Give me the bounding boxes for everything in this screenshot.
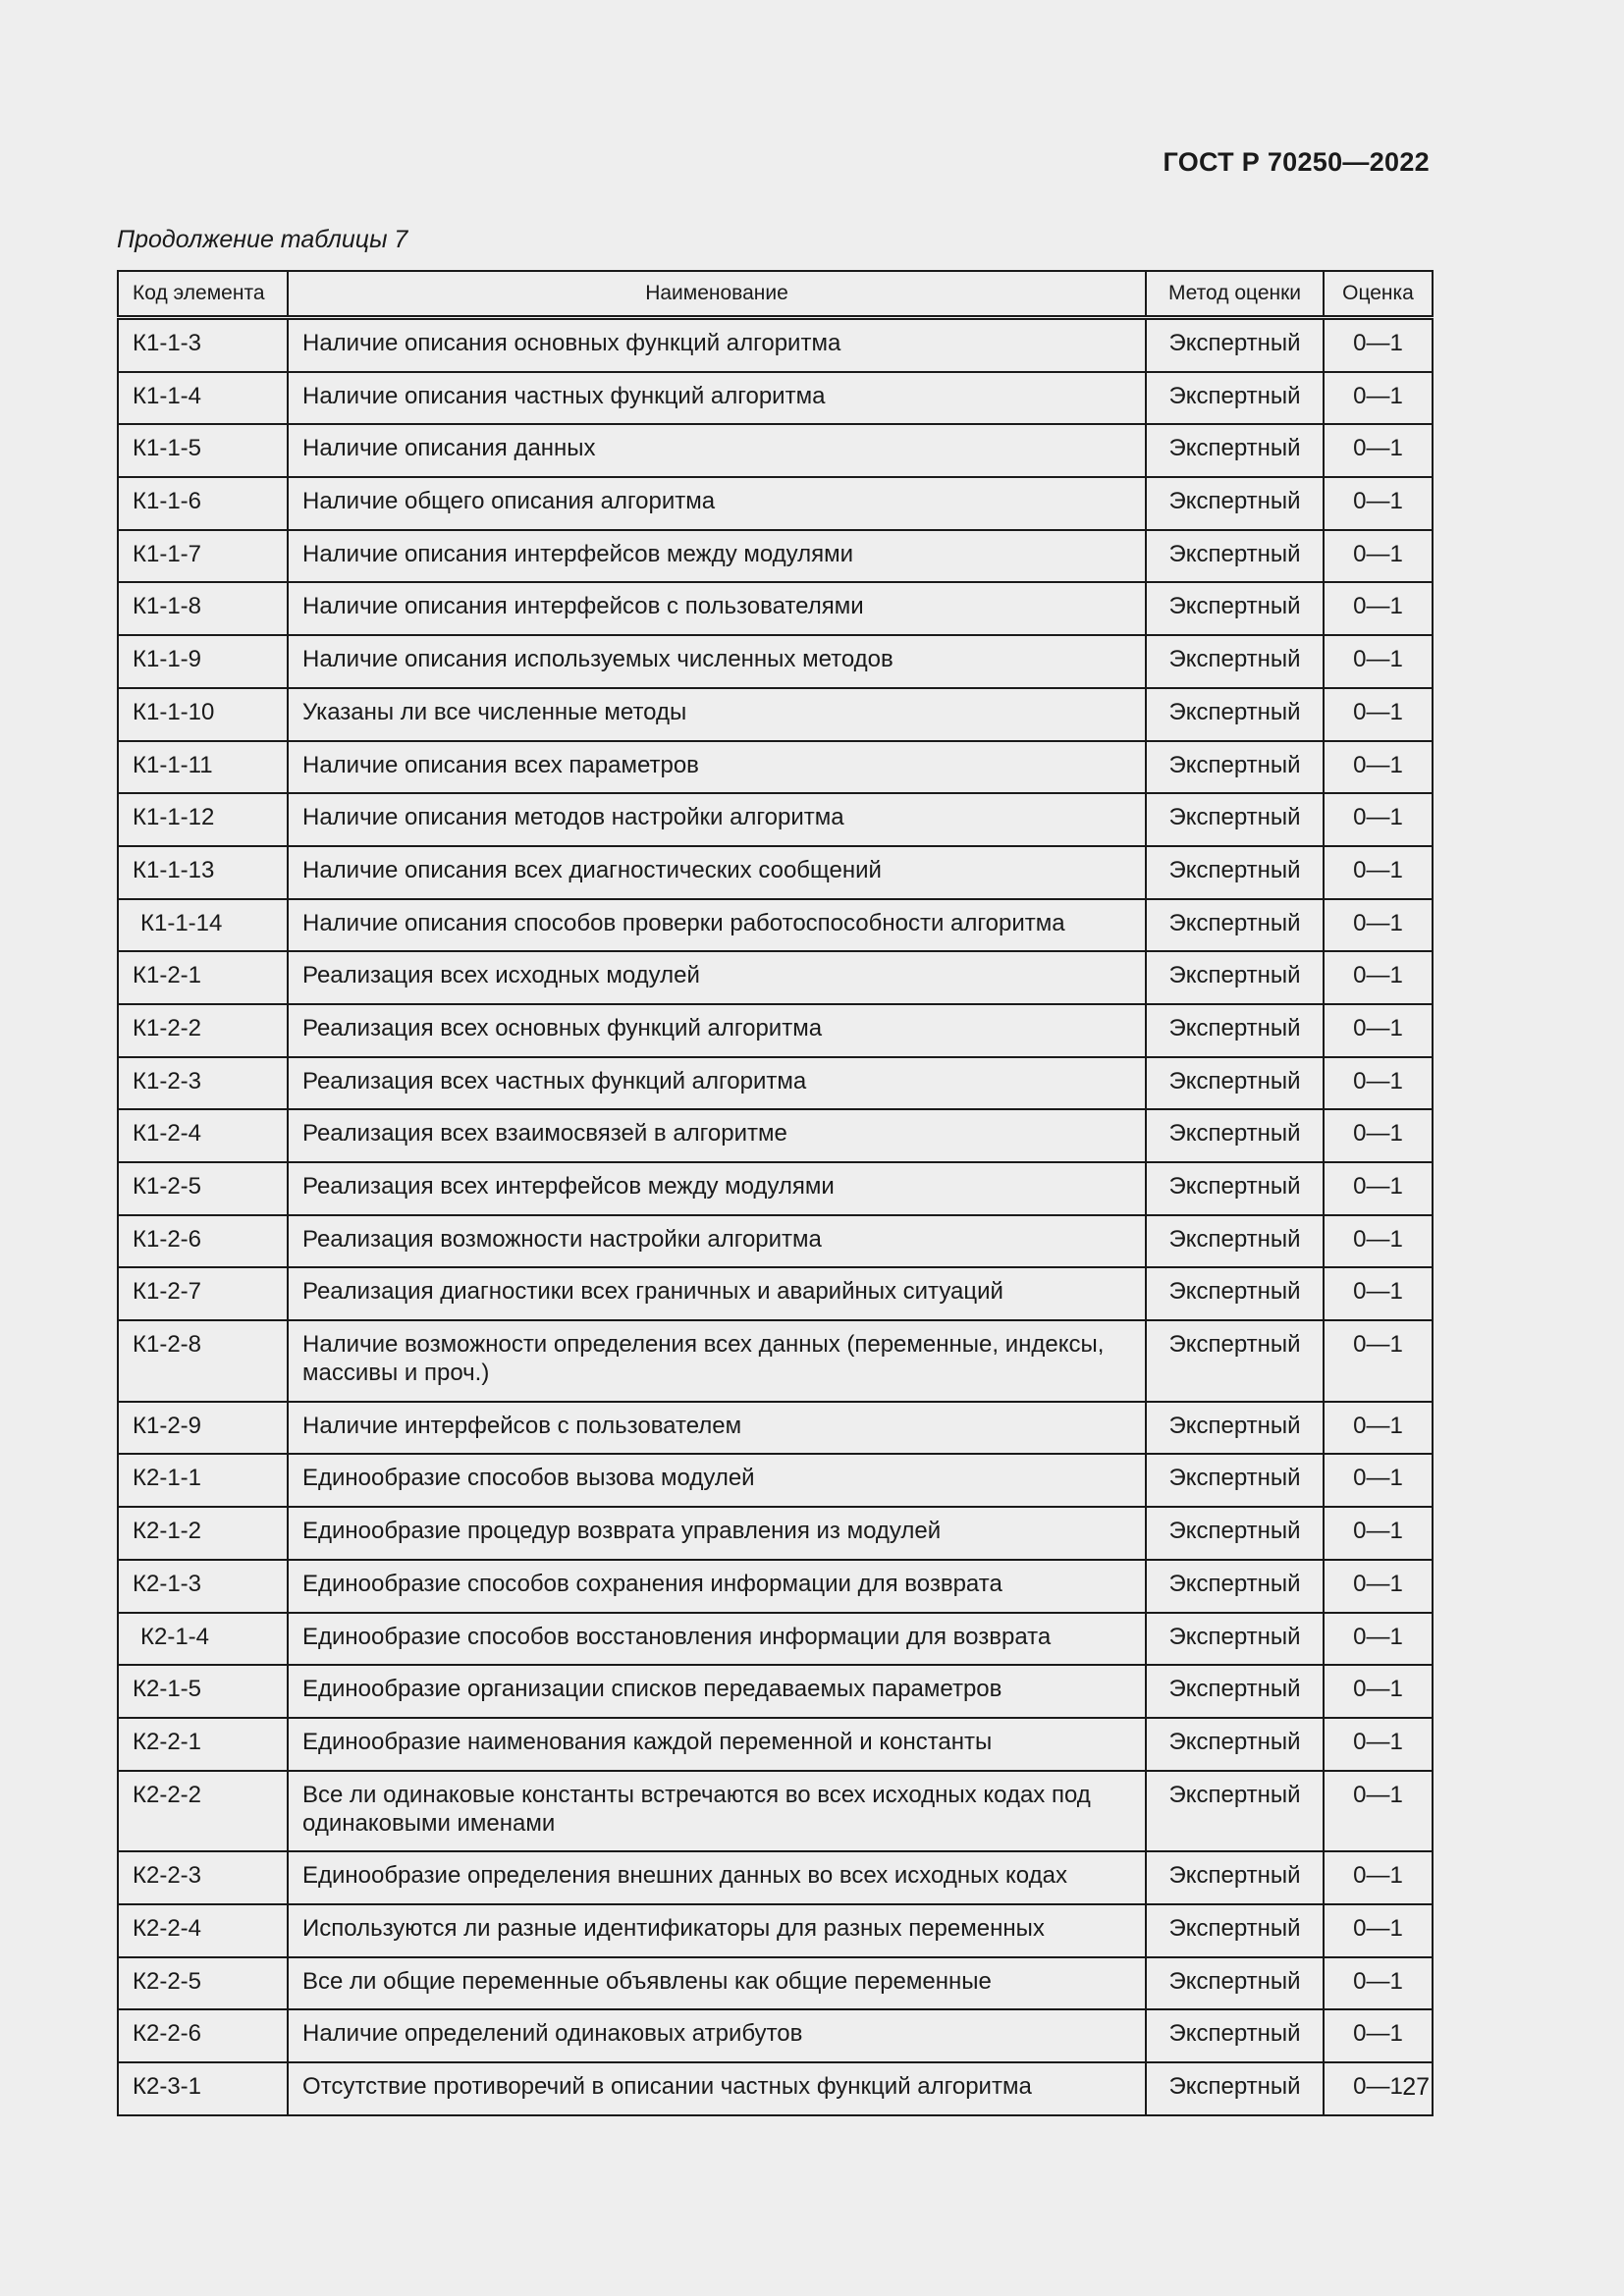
cell-name: Наличие общего описания алгоритма: [288, 477, 1146, 530]
table-row: [118, 1507, 1433, 1560]
cell-score: 0—1: [1324, 477, 1433, 530]
cell-method: Экспертный: [1146, 318, 1324, 372]
cell-method: Экспертный: [1146, 1718, 1324, 1771]
table-row: [118, 1613, 1433, 1666]
cell-method: Экспертный: [1146, 2062, 1324, 2115]
cell-name: Реализация всех основных функций алгоритма: [288, 1004, 1146, 1057]
cell-score: 0—1: [1324, 530, 1433, 583]
cell-name: Все ли одинаковые константы встречаются во всех исходных кодах под одинаковыми именами: [288, 1771, 1146, 1852]
table-row: [118, 1320, 1433, 1402]
cell-name: Наличие описания используемых численных методов: [288, 635, 1146, 688]
table-row: [118, 1402, 1433, 1455]
table-row: [118, 530, 1433, 583]
table-row: [118, 741, 1433, 794]
cell-name: Используются ли разные идентификаторы для разных переменных: [288, 1904, 1146, 1957]
cell-method: Экспертный: [1146, 1613, 1324, 1666]
table-header-row: [118, 271, 1433, 318]
cell-name: Единообразие наименования каждой переменной и константы: [288, 1718, 1146, 1771]
cell-method: Экспертный: [1146, 372, 1324, 425]
cell-method: Экспертный: [1146, 793, 1324, 846]
table-row: [118, 1004, 1433, 1057]
cell-method: Экспертный: [1146, 1057, 1324, 1110]
cell-method: Экспертный: [1146, 951, 1324, 1004]
cell-name: Наличие описания интерфейсов между модулями: [288, 530, 1146, 583]
cell-code: К1-1-4: [118, 372, 288, 425]
column-header-name: Наименование: [288, 271, 1146, 318]
cell-method: Экспертный: [1146, 1004, 1324, 1057]
cell-code: К2-1-1: [118, 1454, 288, 1507]
cell-score: 0—1: [1324, 2009, 1433, 2062]
cell-method: Экспертный: [1146, 846, 1324, 899]
cell-method: Экспертный: [1146, 899, 1324, 952]
cell-score: 0—1: [1324, 1320, 1433, 1402]
table-row: [118, 846, 1433, 899]
cell-name: Реализация всех частных функций алгоритма: [288, 1057, 1146, 1110]
cell-name: Наличие описания интерфейсов с пользователями: [288, 582, 1146, 635]
cell-code: К1-2-3: [118, 1057, 288, 1110]
cell-score: 0—1: [1324, 582, 1433, 635]
cell-name: Наличие определений одинаковых атрибутов: [288, 2009, 1146, 2062]
cell-method: Экспертный: [1146, 1109, 1324, 1162]
cell-score: 0—1: [1324, 1851, 1433, 1904]
cell-code: К1-2-9: [118, 1402, 288, 1455]
cell-method: Экспертный: [1146, 1957, 1324, 2010]
table-row: [118, 1215, 1433, 1268]
cell-method: Экспертный: [1146, 1851, 1324, 1904]
cell-code: К1-2-2: [118, 1004, 288, 1057]
cell-score: 0—1: [1324, 1402, 1433, 1455]
cell-score: 0—1: [1324, 1004, 1433, 1057]
table-row: [118, 2062, 1433, 2115]
table-row: [118, 1057, 1433, 1110]
table-row: [118, 1957, 1433, 2010]
cell-code: К1-1-8: [118, 582, 288, 635]
cell-name: Единообразие определения внешних данных во всех исходных кодах: [288, 1851, 1146, 1904]
cell-code: К1-1-14: [118, 899, 288, 952]
cell-score: 0—1: [1324, 1109, 1433, 1162]
cell-code: К1-1-10: [118, 688, 288, 741]
cell-score: 0—1: [1324, 1454, 1433, 1507]
cell-code: К1-1-12: [118, 793, 288, 846]
cell-score: 0—1: [1324, 899, 1433, 952]
table-row: [118, 582, 1433, 635]
cell-method: Экспертный: [1146, 582, 1324, 635]
cell-name: Наличие описания основных функций алгоритма: [288, 318, 1146, 372]
cell-name: Реализация возможности настройки алгоритма: [288, 1215, 1146, 1268]
cell-code: К2-3-1: [118, 2062, 288, 2115]
cell-name: Наличие описания всех параметров: [288, 741, 1146, 794]
cell-method: Экспертный: [1146, 530, 1324, 583]
cell-method: Экспертный: [1146, 1267, 1324, 1320]
cell-method: Экспертный: [1146, 635, 1324, 688]
table-row: [118, 1162, 1433, 1215]
cell-name: Реализация всех интерфейсов между модулями: [288, 1162, 1146, 1215]
cell-method: Экспертный: [1146, 1215, 1324, 1268]
cell-score: 0—1: [1324, 1665, 1433, 1718]
cell-name: Наличие описания всех диагностических сообщений: [288, 846, 1146, 899]
cell-code: К2-1-2: [118, 1507, 288, 1560]
cell-method: Экспертный: [1146, 477, 1324, 530]
cell-name: Наличие возможности определения всех данных (переменные, индексы, массивы и проч.): [288, 1320, 1146, 1402]
cell-score: 0—1: [1324, 1215, 1433, 1268]
column-header-code: Код элемента: [118, 271, 288, 318]
cell-score: 0—1: [1324, 2062, 1433, 2115]
cell-code: К1-2-7: [118, 1267, 288, 1320]
table-row: [118, 1454, 1433, 1507]
cell-score: 0—1: [1324, 1560, 1433, 1613]
cell-name: Реализация всех исходных модулей: [288, 951, 1146, 1004]
cell-score: 0—1: [1324, 951, 1433, 1004]
cell-score: 0—1: [1324, 372, 1433, 425]
table-row: [118, 793, 1433, 846]
cell-name: Отсутствие противоречий в описании частных функций алгоритма: [288, 2062, 1146, 2115]
cell-score: 0—1: [1324, 846, 1433, 899]
table-row: [118, 318, 1433, 372]
cell-code: К2-2-1: [118, 1718, 288, 1771]
cell-code: К2-2-5: [118, 1957, 288, 2010]
cell-code: К1-1-13: [118, 846, 288, 899]
table-body: [118, 318, 1433, 2115]
column-header-method: Метод оценки: [1146, 271, 1324, 318]
table-row: [118, 635, 1433, 688]
cell-code: К2-2-2: [118, 1771, 288, 1852]
table-row: [118, 1904, 1433, 1957]
cell-score: 0—1: [1324, 1904, 1433, 1957]
cell-code: К1-2-1: [118, 951, 288, 1004]
cell-score: 0—1: [1324, 1957, 1433, 2010]
evaluation-table: [117, 270, 1434, 2116]
cell-name: Наличие описания частных функций алгоритма: [288, 372, 1146, 425]
cell-score: 0—1: [1324, 1507, 1433, 1560]
standard-designation: ГОСТ Р 70250—2022: [1163, 147, 1430, 177]
table-row: [118, 1560, 1433, 1613]
cell-code: К1-1-7: [118, 530, 288, 583]
cell-code: К1-1-9: [118, 635, 288, 688]
table-row: [118, 1851, 1433, 1904]
cell-name: Единообразие способов сохранения информации для возврата: [288, 1560, 1146, 1613]
cell-method: Экспертный: [1146, 2009, 1324, 2062]
cell-name: Реализация всех взаимосвязей в алгоритме: [288, 1109, 1146, 1162]
cell-method: Экспертный: [1146, 1162, 1324, 1215]
cell-name: Единообразие организации списков передаваемых параметров: [288, 1665, 1146, 1718]
table-row: [118, 424, 1433, 477]
cell-method: Экспертный: [1146, 741, 1324, 794]
table-row: [118, 1109, 1433, 1162]
cell-name: Единообразие способов восстановления информации для возврата: [288, 1613, 1146, 1666]
cell-score: 0—1: [1324, 793, 1433, 846]
cell-method: Экспертный: [1146, 1560, 1324, 1613]
table-row: [118, 951, 1433, 1004]
cell-name: Все ли общие переменные объявлены как общие переменные: [288, 1957, 1146, 2010]
cell-method: Экспертный: [1146, 1771, 1324, 1852]
cell-name: Наличие описания способов проверки работоспособности алгоритма: [288, 899, 1146, 952]
cell-code: К2-2-4: [118, 1904, 288, 1957]
table-row: [118, 1267, 1433, 1320]
cell-name: Наличие описания методов настройки алгоритма: [288, 793, 1146, 846]
cell-code: К1-2-8: [118, 1320, 288, 1402]
cell-method: Экспертный: [1146, 1904, 1324, 1957]
cell-name: Реализация диагностики всех граничных и аварийных ситуаций: [288, 1267, 1146, 1320]
cell-method: Экспертный: [1146, 1320, 1324, 1402]
table-row: [118, 477, 1433, 530]
cell-method: Экспертный: [1146, 1665, 1324, 1718]
cell-score: 0—1: [1324, 1267, 1433, 1320]
cell-code: К2-1-4: [118, 1613, 288, 1666]
cell-code: К1-2-5: [118, 1162, 288, 1215]
cell-score: 0—1: [1324, 1057, 1433, 1110]
column-header-score: Оценка: [1324, 271, 1433, 318]
cell-method: Экспертный: [1146, 1454, 1324, 1507]
cell-score: 0—1: [1324, 635, 1433, 688]
cell-name: Указаны ли все численные методы: [288, 688, 1146, 741]
cell-method: Экспертный: [1146, 1507, 1324, 1560]
cell-score: 0—1: [1324, 1613, 1433, 1666]
table-row: [118, 1718, 1433, 1771]
table-row: [118, 2009, 1433, 2062]
cell-score: 0—1: [1324, 424, 1433, 477]
cell-code: К1-1-6: [118, 477, 288, 530]
table-row: [118, 1771, 1433, 1852]
cell-method: Экспертный: [1146, 1402, 1324, 1455]
cell-code: К1-1-11: [118, 741, 288, 794]
page-number: 27: [1402, 2073, 1430, 2101]
table-row: [118, 899, 1433, 952]
table-row: [118, 688, 1433, 741]
cell-code: К1-1-3: [118, 318, 288, 372]
cell-name: Единообразие процедур возврата управления из модулей: [288, 1507, 1146, 1560]
cell-score: 0—1: [1324, 1771, 1433, 1852]
cell-name: Единообразие способов вызова модулей: [288, 1454, 1146, 1507]
table-caption: Продолжение таблицы 7: [117, 226, 408, 253]
cell-code: К1-1-5: [118, 424, 288, 477]
cell-method: Экспертный: [1146, 424, 1324, 477]
cell-score: 0—1: [1324, 1162, 1433, 1215]
cell-score: 0—1: [1324, 688, 1433, 741]
cell-score: 0—1: [1324, 741, 1433, 794]
cell-score: 0—1: [1324, 1718, 1433, 1771]
cell-code: К2-2-3: [118, 1851, 288, 1904]
table-row: [118, 1665, 1433, 1718]
table-row: [118, 372, 1433, 425]
cell-code: К1-2-4: [118, 1109, 288, 1162]
cell-name: Наличие интерфейсов с пользователем: [288, 1402, 1146, 1455]
cell-name: Наличие описания данных: [288, 424, 1146, 477]
cell-code: К2-1-3: [118, 1560, 288, 1613]
cell-score: 0—1: [1324, 318, 1433, 372]
cell-code: К1-2-6: [118, 1215, 288, 1268]
cell-code: К2-1-5: [118, 1665, 288, 1718]
cell-code: К2-2-6: [118, 2009, 288, 2062]
cell-method: Экспертный: [1146, 688, 1324, 741]
